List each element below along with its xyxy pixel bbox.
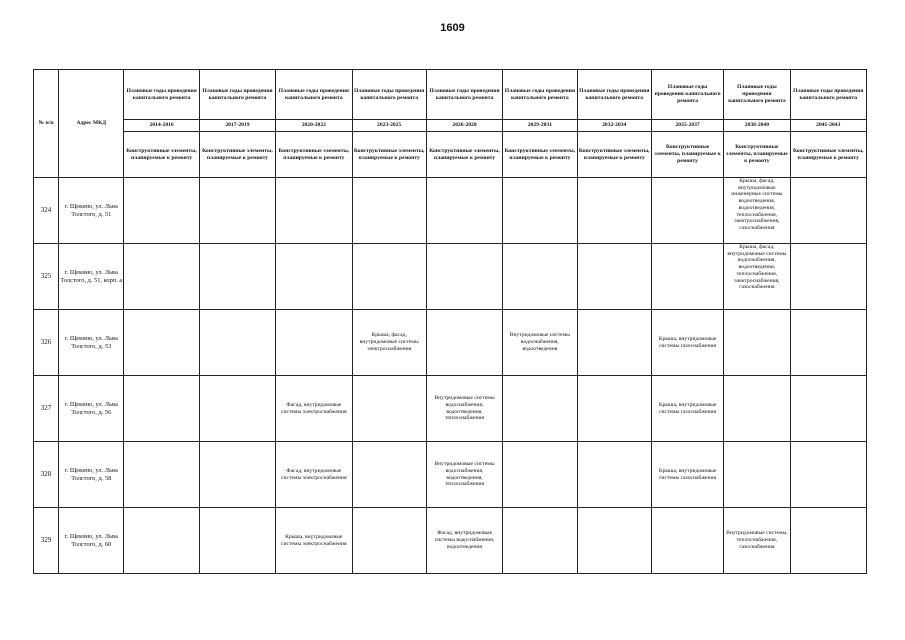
period-header: 2014-2016 xyxy=(124,120,199,132)
row-number: 325 xyxy=(34,244,59,310)
period-header: 2017-2019 xyxy=(199,120,275,132)
elements-header: Конструктивные элементы, планируемые к ремонту xyxy=(276,132,352,178)
header-row-periods xyxy=(34,120,867,132)
planned-years-header: Плановые годы проведения капитального ремонта xyxy=(651,70,723,120)
row-address: г. Щекино, ул. Льва Толстого, д. 56 xyxy=(59,376,124,442)
num-header: № п/п xyxy=(34,70,59,178)
repair-elements-cell xyxy=(503,178,577,244)
repair-elements-cell xyxy=(503,244,577,310)
repair-elements-cell xyxy=(577,178,651,244)
row-address: г. Щекино, ул. Льва Толстого, д. 60 xyxy=(59,508,124,574)
repair-elements-cell xyxy=(352,508,426,574)
period-header: 2041-2043 xyxy=(790,120,866,132)
planned-years-header: Плановые годы проведения капитального ремонта xyxy=(352,70,426,120)
repair-elements-cell xyxy=(124,310,199,376)
repair-elements-cell xyxy=(124,178,199,244)
repair-elements-cell: Крыша, фасад, внутридомовые инженерные системы водоотведения, водоотведения, теплоснабжения, электроснабжения, газоснабжения xyxy=(724,178,790,244)
repair-elements-cell xyxy=(790,244,866,310)
planned-years-header: Плановые годы проведения капитального ремонта xyxy=(724,70,790,120)
repair-elements-cell xyxy=(124,244,199,310)
repair-elements-cell xyxy=(577,244,651,310)
row-number: 327 xyxy=(34,376,59,442)
period-header: 2029-2031 xyxy=(503,120,577,132)
repair-elements-cell xyxy=(724,310,790,376)
repair-elements-cell xyxy=(199,310,275,376)
repair-elements-cell xyxy=(199,178,275,244)
repair-elements-cell xyxy=(577,376,651,442)
period-header: 2035-2037 xyxy=(651,120,723,132)
table-row xyxy=(34,376,867,442)
period-header: 2032-2034 xyxy=(577,120,651,132)
repair-elements-cell xyxy=(724,376,790,442)
repair-elements-cell xyxy=(790,376,866,442)
repair-elements-cell xyxy=(724,442,790,508)
planned-years-header: Плановые годы проведения капитального ремонта xyxy=(199,70,275,120)
repair-elements-cell xyxy=(651,508,723,574)
elements-header: Конструктивные элементы, планируемые к ремонту xyxy=(352,132,426,178)
repair-elements-cell xyxy=(651,244,723,310)
repair-elements-cell xyxy=(199,376,275,442)
table-row xyxy=(34,178,867,244)
repair-elements-cell: Крыша, внутридомовые системы электроснабжения xyxy=(276,508,352,574)
repair-elements-cell xyxy=(426,178,502,244)
planned-years-header: Плановые годы проведения капитального ремонта xyxy=(577,70,651,120)
planned-years-header: Плановые годы проведения капитального ремонта xyxy=(426,70,502,120)
repair-elements-cell xyxy=(124,442,199,508)
repair-elements-cell xyxy=(199,508,275,574)
repair-elements-cell xyxy=(352,178,426,244)
repair-elements-cell xyxy=(199,244,275,310)
repair-elements-cell xyxy=(426,310,502,376)
address-header: Адрес МКД xyxy=(59,70,124,178)
repair-elements-cell xyxy=(790,310,866,376)
row-number: 326 xyxy=(34,310,59,376)
repair-elements-cell xyxy=(352,244,426,310)
planned-years-header: Плановые годы проведения капитального ремонта xyxy=(503,70,577,120)
elements-header: Конструктивные элементы, планируемые к ремонту xyxy=(124,132,199,178)
repair-elements-cell: Крыша, фасад, внутридомовые системы водоснабжения, водоотведения, теплоснабжения, электроснабжения, газоснабжения xyxy=(724,244,790,310)
table-row xyxy=(34,508,867,574)
row-number: 324 xyxy=(34,178,59,244)
elements-header: Конструктивные элементы, планируемые к ремонту xyxy=(199,132,275,178)
repair-elements-cell xyxy=(790,178,866,244)
period-header: 2023-2025 xyxy=(352,120,426,132)
elements-header: Конструктивные элементы, планируемые к ремонту xyxy=(724,132,790,178)
repair-elements-cell: Фасад, внутридомовые системы электроснабжения xyxy=(276,442,352,508)
repair-elements-cell xyxy=(426,244,502,310)
repair-elements-cell xyxy=(503,376,577,442)
repair-elements-cell xyxy=(276,310,352,376)
repair-elements-cell xyxy=(577,442,651,508)
elements-header: Конструктивные элементы, планируемые к ремонту xyxy=(577,132,651,178)
row-number: 329 xyxy=(34,508,59,574)
repair-elements-cell: Внутридомовые системы водоснабжения, водоотведения, теплоснабжения xyxy=(426,376,502,442)
elements-header: Конструктивные элементы, планируемые к ремонту xyxy=(651,132,723,178)
repair-elements-cell xyxy=(199,442,275,508)
row-address: г. Щекино, ул. Льва Толстого, д. 51, корп. а xyxy=(59,244,124,310)
repair-elements-cell xyxy=(790,442,866,508)
elements-header: Конструктивные элементы, планируемые к ремонту xyxy=(790,132,866,178)
elements-header: Конструктивные элементы, планируемые к ремонту xyxy=(503,132,577,178)
repair-elements-cell xyxy=(276,178,352,244)
repair-elements-cell xyxy=(577,310,651,376)
repair-elements-cell xyxy=(352,442,426,508)
repair-elements-cell: Крыша, внутридомовые системы газоснабжения xyxy=(651,310,723,376)
planned-years-header: Плановые годы проведения капитального ремонта xyxy=(276,70,352,120)
repair-elements-cell: Внутридомовые системы водоснабжения, водоотведения, теплоснабжения xyxy=(426,442,502,508)
table-row xyxy=(34,244,867,310)
planned-years-header: Плановые годы проведения капитального ремонта xyxy=(790,70,866,120)
row-number: 328 xyxy=(34,442,59,508)
capital-repair-table xyxy=(33,69,867,574)
repair-elements-cell xyxy=(503,508,577,574)
repair-elements-cell xyxy=(124,508,199,574)
repair-elements-cell: Крыша, внутридомовые системы газоснабжения xyxy=(651,376,723,442)
planned-years-header: Плановые годы проведения капитального ремонта xyxy=(124,70,199,120)
repair-elements-cell xyxy=(124,376,199,442)
repair-elements-cell: Внутридомовые системы водоснабжения, водоотведения xyxy=(503,310,577,376)
repair-elements-cell: Крыша, внутридомовые системы газоснабжения xyxy=(651,442,723,508)
header-row-elements xyxy=(34,132,867,178)
row-address: г. Щекино, ул. Льва Толстого, д. 53 xyxy=(59,310,124,376)
period-header: 2026-2028 xyxy=(426,120,502,132)
repair-elements-cell: Крыша, фасад, внутридомовые системы электроснабжения xyxy=(352,310,426,376)
repair-elements-cell: Внутридомовые системы, теплоснабжения, газоснабжения xyxy=(724,508,790,574)
repair-elements-cell: Фасад, внутридомовые системы водоснабжения, водоотведения xyxy=(426,508,502,574)
repair-elements-cell xyxy=(503,442,577,508)
repair-elements-cell xyxy=(276,244,352,310)
row-address: г. Щекино, ул. Льва Толстого, д. 51 xyxy=(59,178,124,244)
repair-elements-cell xyxy=(577,508,651,574)
period-header: 2020-2022 xyxy=(276,120,352,132)
header-row-years xyxy=(34,70,867,120)
repair-elements-cell xyxy=(790,508,866,574)
table-row xyxy=(34,310,867,376)
table-row xyxy=(34,442,867,508)
period-header: 2038-2040 xyxy=(724,120,790,132)
repair-elements-cell xyxy=(651,178,723,244)
page-number: 1609 xyxy=(440,22,465,34)
repair-elements-cell: Фасад, внутридомовые системы электроснабжения xyxy=(276,376,352,442)
repair-elements-cell xyxy=(352,376,426,442)
row-address: г. Щекино, ул. Льва Толстого, д. 58 xyxy=(59,442,124,508)
elements-header: Конструктивные элементы, планируемые к ремонту xyxy=(426,132,502,178)
